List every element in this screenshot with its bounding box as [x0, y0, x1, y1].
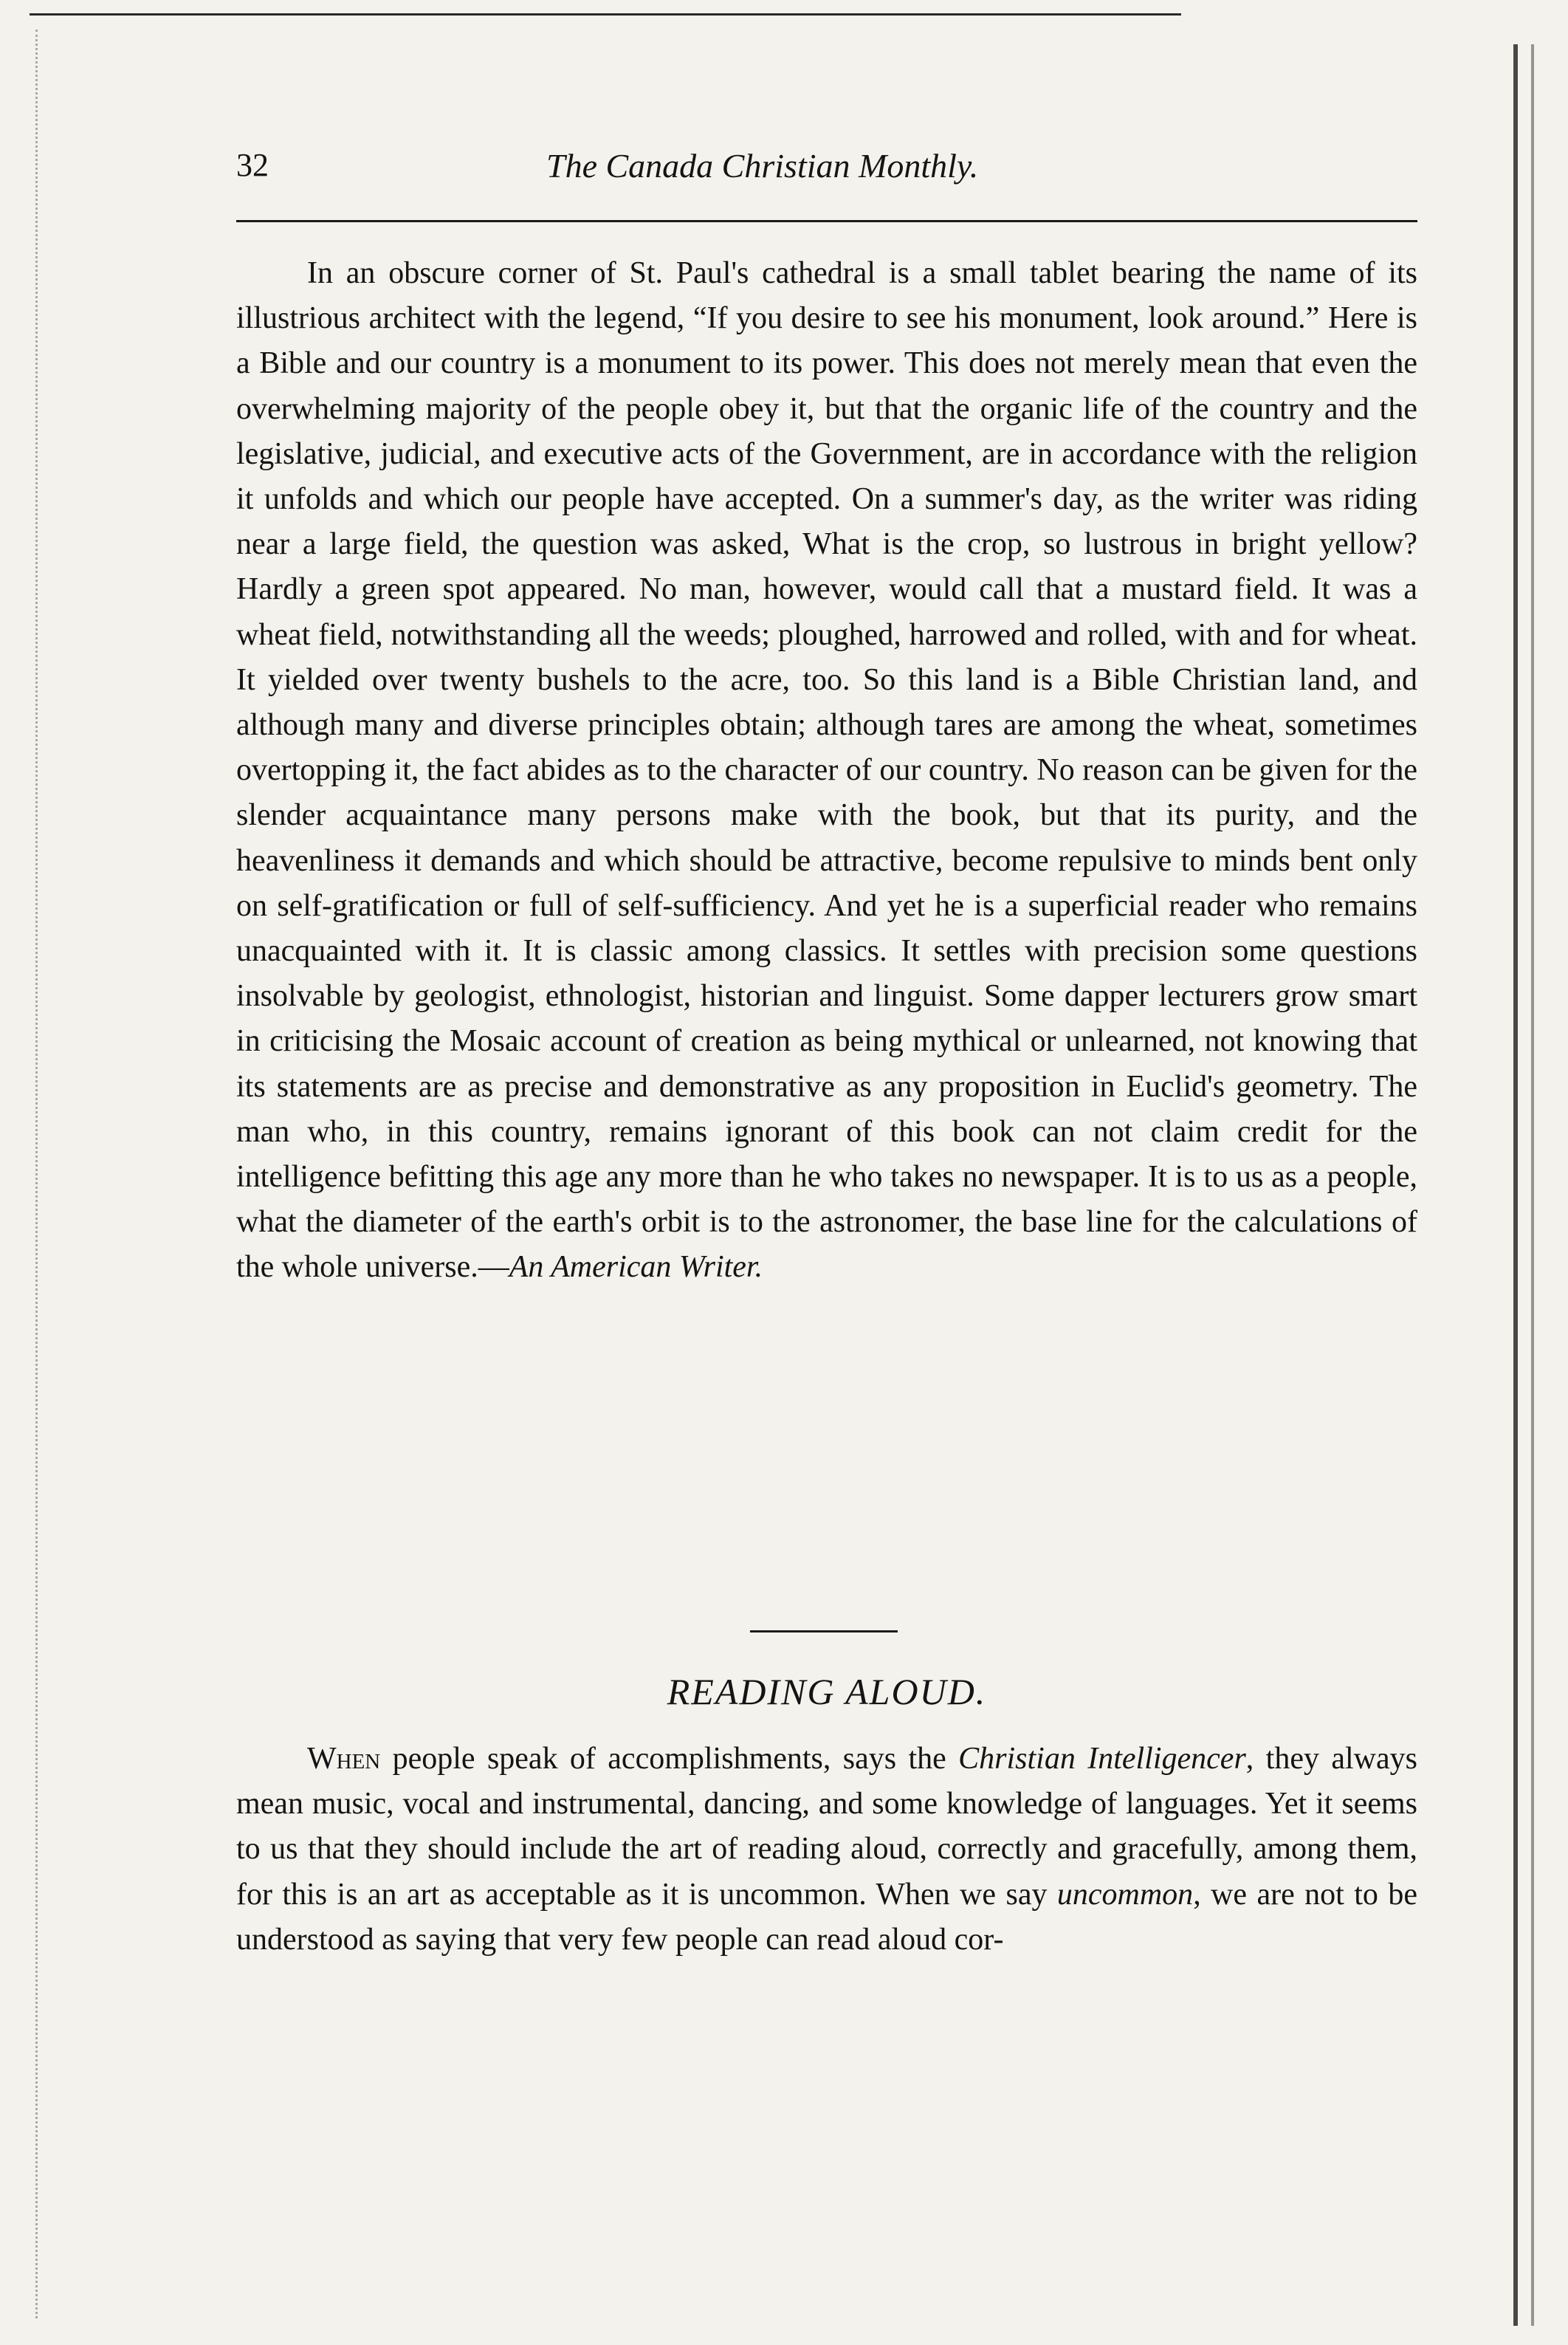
journal-title: The Canada Christian Monthly. [546, 147, 979, 185]
section-divider [750, 1630, 898, 1632]
scan-top-edge [30, 13, 1181, 16]
scan-right-edge [1513, 44, 1518, 2326]
emphasized-word: uncommon [1056, 1877, 1194, 1912]
paragraph-text: , we are not to be understood as saying that very few people can read aloud cor- [236, 1877, 1417, 1957]
header-rule [236, 220, 1417, 222]
article-attribution: An American Writer. [509, 1250, 763, 1285]
lead-word: When [307, 1742, 381, 1776]
article-body-text: In an obscure corner of St. Paul's cathedral is a small tablet bearing the name of its illustrious architect with the legend, “If you desire to see his monument, look around.” Here is a Bible and our country is a monument to its power. This does not merely mean that even the overwhelming majority of the people obey it, but that the organic life of the country and the legislative, judicial, and executive acts of the Government, are in accordance with the religion it unfolds and which our people have accepted. On a summer's day, as the writer was riding near a large field, the question was asked, What is the crop, so lustrous in bright yellow? Hardly a green spot appeared. No man, however, would call that a mustard field. It was a wheat field, notwithstanding all the weeds; ploughed, harrowed and rolled, with and for wheat. It yielded over twenty bushels to the acre, too. So this land is a Bible Christian land, and although many and diverse principles obtain; although tares are among the wheat, sometimes overtopping it, the fact abides as to the character of our country. No reason can be given for the slender acquaintance many persons make with the book, but that its purity, and the heavenliness it demands and which should be attractive, become repulsive to minds bent only on self-gratification or full of self-sufficiency. And yet he is a superficial reader who remains unacquainted with it. It is classic among classics. It settles with precision some questions insolvable by geologist, ethnologist, historian and linguist. Some dapper lecturers grow smart in criticising the Mosaic account of creation as being mythical or unlearned, not knowing that its statements are as precise and demonstrative as any proposition in Euclid's geometry. The man who, in this country, remains ignorant of this book can not claim credit for the intelligence befitting this age any more than he who takes no newspaper. It is to us as a people, what the diameter of the earth's orbit is to the astronomer, the base line for the calculations of the whole universe.— [236, 256, 1417, 1285]
source-title: Christian Intelligencer [958, 1742, 1246, 1776]
paragraph-text: people speak of accomplishments, says the [380, 1742, 959, 1776]
scan-left-edge [35, 30, 41, 2318]
article-paragraph [236, 251, 1417, 1291]
scan-right-edge-shadow [1531, 44, 1534, 2326]
page-number: 32 [236, 147, 269, 183]
section-title: READING ALOUD. [667, 1671, 987, 1712]
running-head [236, 146, 1417, 198]
section-paragraph [236, 1737, 1417, 1963]
paragraph-text: , they always mean music, vocal and instrumental, dancing, and some knowledge of languages. Yet it seems to us that they should include the art of reading aloud, correctly and gracefully, among them, for this is an art as acceptable as it is uncommon. When we say [236, 1742, 1417, 1912]
